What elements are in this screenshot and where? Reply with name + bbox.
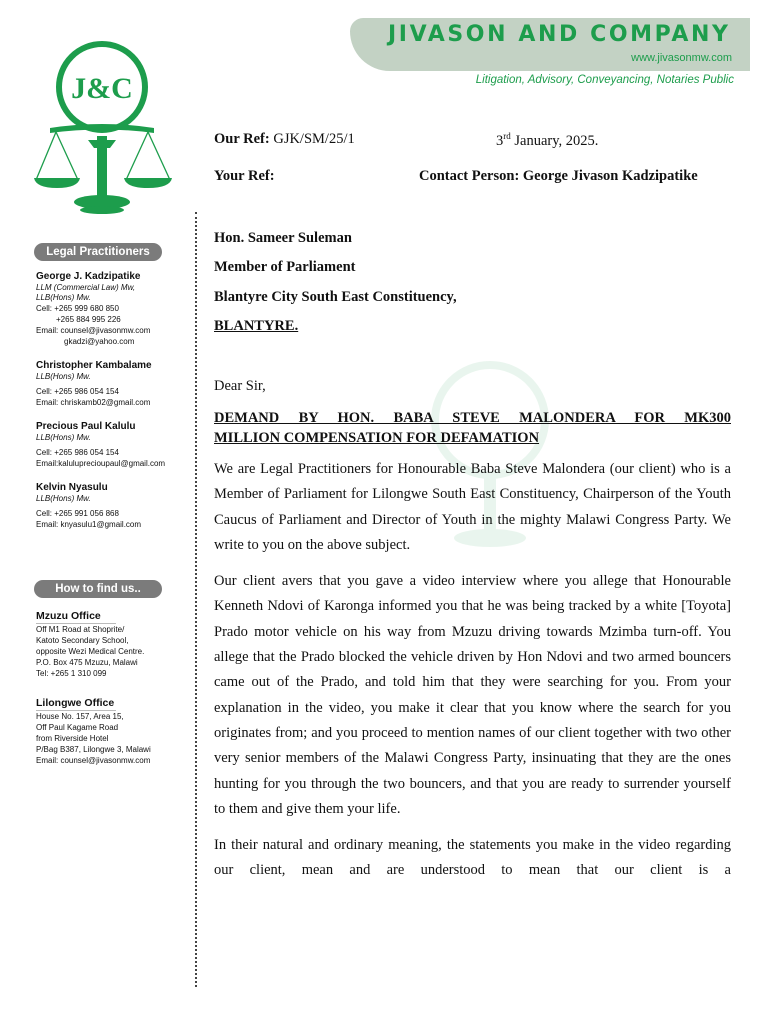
practitioner-entry xyxy=(36,420,196,469)
our-ref-label: Our Ref: xyxy=(214,131,270,147)
practitioner-name: Christopher Kambalame xyxy=(36,360,152,371)
date-day: 3 xyxy=(496,132,504,149)
body-paragraph: Our client avers that you gave a video interview where you allege that Honourable Kenneth Ndovi of Karonga informed you that he was being tracked by a white [Toyota] Prado motor vehicle on his way from Mzuzu driving towards Mzimba turn-off. You allege that the Prado blocked the vehicle driven by Hon Ndovi and two armed bouncers came out of the Prado, and told him that they were searching for you. From your explanation in the video, you make it clear that you know where the search for you originates from; and you proceed to mention names of our client together with two other very senior members of the Malawi Congress Party, insinuating that they are the ones hunting for you through the two bouncers, and that you are ready to surrender yourself to them and give them your life. xyxy=(214,573,731,817)
firm-logo xyxy=(30,40,178,225)
office-name: Lilongwe Office xyxy=(36,697,115,709)
office-address-line: opposite Wezi Medical Centre. xyxy=(36,647,145,656)
letter-body xyxy=(214,457,731,884)
logo-monogram: J&C xyxy=(71,72,133,105)
office-address-line: Off Paul Kagame Road xyxy=(36,723,119,732)
office-entry xyxy=(36,606,196,679)
sidebar-divider xyxy=(195,212,197,987)
practitioner-qualification: LLB(Hons) Mw. xyxy=(36,494,91,503)
practitioner-phone: +265 884 995 226 xyxy=(56,315,121,324)
practitioner-email[interactable]: gkadzi@yahoo.com xyxy=(64,337,135,346)
practitioner-phone: Cell: +265 991 056 868 xyxy=(36,509,119,518)
contact-value: George Jivason Kadzipatike xyxy=(522,168,698,184)
recipient-title: Member of Parliament xyxy=(214,259,356,275)
date-suffix: rd xyxy=(503,131,511,141)
practitioner-name: Kelvin Nyasulu xyxy=(36,482,108,493)
our-ref-value: GJK/SM/25/1 xyxy=(273,131,355,147)
practitioner-qualification: LLB(Hons) Mw. xyxy=(36,293,91,302)
office-name: Mzuzu Office xyxy=(36,609,116,624)
office-email[interactable]: Email: counsel@jivasonmw.com xyxy=(36,756,151,765)
your-ref: Your Ref: xyxy=(214,168,275,184)
subject-line: DEMAND BY HON. BABA STEVE MALONDERA FOR MK300 xyxy=(214,410,731,426)
practitioner-qualification: LLB(Hons) Mw. xyxy=(36,372,91,381)
firm-website[interactable]: www.jivasonmw.com xyxy=(631,52,732,64)
office-address-line: House No. 157, Area 15, xyxy=(36,712,124,721)
contact-label: Contact Person: xyxy=(419,168,520,184)
body-paragraph: In their natural and ordinary meaning, the statements you make in the video regarding our client, mean and are understood to mean that our client is a xyxy=(214,837,731,879)
office-phone: Tel: +265 1 310 099 xyxy=(36,669,107,678)
office-address-line: P.O. Box 475 Mzuzu, Malawi xyxy=(36,658,138,667)
practitioner-name: Precious Paul Kalulu xyxy=(36,421,136,432)
practitioner-entry xyxy=(36,359,196,408)
recipient-name: Hon. Sameer Suleman xyxy=(214,230,352,246)
office-address-line: from Riverside Hotel xyxy=(36,734,109,743)
practitioner-phone: Cell: +265 999 680 850 xyxy=(36,304,119,313)
practitioner-phone: Cell: +265 986 054 154 xyxy=(36,387,119,396)
firm-name: JIVASON AND COMPANY xyxy=(388,22,731,47)
practitioner-entry xyxy=(36,481,196,530)
sidebar xyxy=(36,243,196,766)
practitioner-email[interactable]: Email: chriskamb02@gmail.com xyxy=(36,398,151,407)
office-address-line: Off M1 Road at Shoprite/ xyxy=(36,625,125,634)
practitioner-email[interactable]: Email: knyasulu1@gmail.com xyxy=(36,520,142,529)
practitioner-email[interactable]: Email: counsel@jivasonmw.com xyxy=(36,326,151,335)
office-entry xyxy=(36,693,196,766)
contact-person xyxy=(419,168,698,185)
subject-line: MILLION COMPENSATION FOR DEFAMATION xyxy=(214,430,540,446)
firm-tagline: Litigation, Advisory, Conveyancing, Notaries Public xyxy=(475,74,734,86)
our-ref xyxy=(214,131,355,148)
salutation: Dear Sir, xyxy=(214,378,266,394)
body-paragraph: We are Legal Practitioners for Honourable Baba Steve Malondera (our client) who is a Member of Parliament for Lilongwe South East Constituency, Chairperson of the Youth Caucus of Parliament and Director of Youth in the mighty Malawi Congress Party. We write to you on the above subject. xyxy=(214,461,731,553)
find-us-heading: How to find us.. xyxy=(34,580,162,598)
office-address-line: P/Bag B387, Lilongwe 3, Malawi xyxy=(36,745,151,754)
practitioner-qualification: LLM (Commercial Law) Mw, xyxy=(36,283,136,292)
subject-heading xyxy=(214,408,731,448)
date-rest: January, 2025. xyxy=(510,132,599,149)
practitioners-heading: Legal Practitioners xyxy=(34,243,162,261)
letter-date xyxy=(496,131,598,150)
practitioner-entry xyxy=(36,270,196,347)
practitioner-qualification: LLB(Hons) Mw. xyxy=(36,433,91,442)
practitioner-name: George J. Kadzipatike xyxy=(36,271,141,282)
recipient-constituency: Blantyre City South East Constituency, xyxy=(214,289,457,305)
office-address-line: Katoto Secondary School, xyxy=(36,636,129,645)
practitioner-email[interactable]: Email:kaluluprecioupaul@gmail.com xyxy=(36,459,166,468)
recipient-city: BLANTYRE. xyxy=(214,318,299,334)
practitioner-phone: Cell: +265 986 054 154 xyxy=(36,448,119,457)
